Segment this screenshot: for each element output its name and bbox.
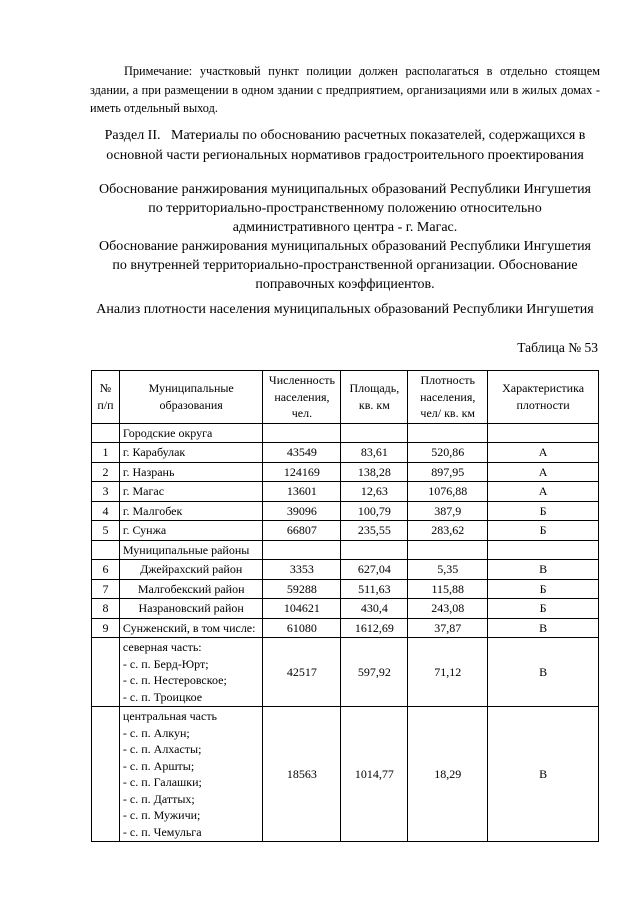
subpart-line: - с. п. Нестеровское; [122, 673, 227, 687]
cell-char: Б [488, 521, 599, 541]
cell-area: 83,61 [341, 443, 408, 463]
note-line: здании, а при размещении в одном здании с предприятием, организациями или в жилых [90, 82, 558, 97]
cell-density: 387,9 [408, 501, 488, 521]
cell-density: 1076,88 [408, 482, 488, 502]
section-heading [90, 126, 600, 166]
cell-name: Назрановский район [119, 599, 263, 619]
just-line: административного центра - г. Магас. [232, 220, 458, 235]
cell-density: 283,62 [408, 521, 488, 541]
table-row [92, 638, 599, 707]
cell-area: 627,04 [341, 560, 408, 580]
group-row [92, 540, 599, 560]
note-paragraph [90, 62, 600, 118]
table-row [92, 579, 599, 599]
cell-population: 43549 [263, 443, 341, 463]
table-row [92, 618, 599, 638]
cell-num: 7 [92, 579, 120, 599]
cell-char: А [488, 462, 599, 482]
group-row [92, 423, 599, 443]
cell-population: 59288 [263, 579, 341, 599]
just-line: по внутренней территориально-пространственной организации. Обоснование [112, 258, 578, 273]
cell-population: 3353 [263, 560, 341, 580]
cell-area: 597,92 [341, 638, 408, 707]
justification-block [90, 180, 600, 294]
cell-area: 1014,77 [341, 707, 408, 842]
cell-density: 37,87 [408, 618, 488, 638]
cell-char: В [488, 638, 599, 707]
table-row [92, 482, 599, 502]
just-line: по территориально-пространственному положению относительно [148, 201, 542, 216]
cell-num: 2 [92, 462, 120, 482]
cell-population: 18563 [263, 707, 341, 842]
cell-population: 42517 [263, 638, 341, 707]
density-table [91, 370, 599, 842]
header-area: Площадь, кв. км [341, 371, 408, 424]
table-header-row [92, 371, 599, 424]
group-label: Муниципальные районы [119, 540, 263, 560]
cell-num: 6 [92, 560, 120, 580]
cell-name: г. Карабулак [119, 443, 263, 463]
subpart-line: центральная часть [122, 709, 218, 723]
cell-area: 430,4 [341, 599, 408, 619]
cell-char: Б [488, 501, 599, 521]
subpart-line: - с. п. Берд-Юрт; [122, 656, 209, 671]
cell-density: 71,12 [408, 638, 488, 707]
cell-population: 124169 [263, 462, 341, 482]
cell-area: 511,63 [341, 579, 408, 599]
note-line: Примечание: участковый пункт полиции должен располагаться в отдельно стоящем [124, 64, 600, 78]
subpart-line: - с. п. Аршты; [122, 758, 195, 773]
header-characteristic: Характеристика плотности [488, 371, 599, 424]
analysis-title: Анализ плотности населения муниципальных образований Республики Ингушетия [96, 302, 594, 317]
cell-num: 1 [92, 443, 120, 463]
cell-num: 8 [92, 599, 120, 619]
subpart-line: - с. п. Алкун; [122, 725, 190, 740]
cell-density: 18,29 [408, 707, 488, 842]
cell-name: г. Сунжа [119, 521, 263, 541]
cell-num: 9 [92, 618, 120, 638]
header-density: Плотность населения, чел/ кв. км [408, 371, 488, 424]
cell-name: г. Назрань [119, 462, 263, 482]
cell-name: г. Малгобек [119, 501, 263, 521]
cell-name: г. Магас [119, 482, 263, 502]
cell-density: 520,86 [408, 443, 488, 463]
cell-area: 235,55 [341, 521, 408, 541]
table-row [92, 501, 599, 521]
cell-area: 12,63 [341, 482, 408, 502]
cell-char: Б [488, 579, 599, 599]
cell-area: 1612,69 [341, 618, 408, 638]
subpart-line: - с. п. Алхасты; [122, 742, 202, 756]
subpart-line: - с. п. Даттых; [122, 791, 195, 806]
cell-name-north [119, 638, 263, 707]
header-num: № п/п [92, 371, 120, 424]
cell-char: А [488, 443, 599, 463]
cell-density: 5,35 [408, 560, 488, 580]
cell-name: Джейрахский район [119, 560, 263, 580]
cell-density: 897,95 [408, 462, 488, 482]
section-line: основной части региональных нормативов градостроительного проектирования [106, 148, 584, 163]
cell-population: 66807 [263, 521, 341, 541]
just-line: Обоснование ранжирования муниципальных образований Республики Ингушетия [98, 182, 591, 197]
table-row [92, 707, 599, 842]
group-label: Городские округа [119, 423, 263, 443]
note-line: домах - иметь отдельный выход. [90, 82, 600, 115]
subpart-line: северная часть: [122, 640, 202, 654]
cell-population: 61080 [263, 618, 341, 638]
just-line: поправочных коэффициентов. [255, 277, 435, 292]
header-name: Муниципальные образования [119, 371, 263, 424]
cell-char: В [488, 618, 599, 638]
subpart-line: - с. п. Галашки; [122, 775, 202, 789]
header-population: Численность населения, чел. [263, 371, 341, 424]
cell-name: Малгобекский район [119, 579, 263, 599]
cell-population: 13601 [263, 482, 341, 502]
cell-char: В [488, 707, 599, 842]
cell-num: 4 [92, 501, 120, 521]
cell-population: 104621 [263, 599, 341, 619]
subpart-line: - с. п. Мужичи; [122, 808, 201, 822]
table-row [92, 462, 599, 482]
cell-char: Б [488, 599, 599, 619]
cell-population: 39096 [263, 501, 341, 521]
table-row [92, 599, 599, 619]
table-row [92, 521, 599, 541]
cell-area: 138,28 [341, 462, 408, 482]
table-row [92, 560, 599, 580]
subpart-line: - с. п. Чемульга [122, 824, 202, 839]
cell-density: 243,08 [408, 599, 488, 619]
cell-num: 3 [92, 482, 120, 502]
table-number: Таблица № 53 [517, 340, 598, 355]
cell-density: 115,88 [408, 579, 488, 599]
cell-char: В [488, 560, 599, 580]
table-row [92, 443, 599, 463]
cell-name-central [119, 707, 263, 842]
subpart-line: - с. п. Троицкое [122, 689, 203, 704]
section-line: Раздел II. Материалы по обоснованию расчетных показателей, содержащихся в [104, 128, 586, 143]
cell-name: Сунженский, в том числе: [119, 618, 263, 638]
cell-area: 100,79 [341, 501, 408, 521]
just-line: Обоснование ранжирования муниципальных образований Республики Ингушетия [98, 239, 591, 254]
cell-num: 5 [92, 521, 120, 541]
cell-char: А [488, 482, 599, 502]
